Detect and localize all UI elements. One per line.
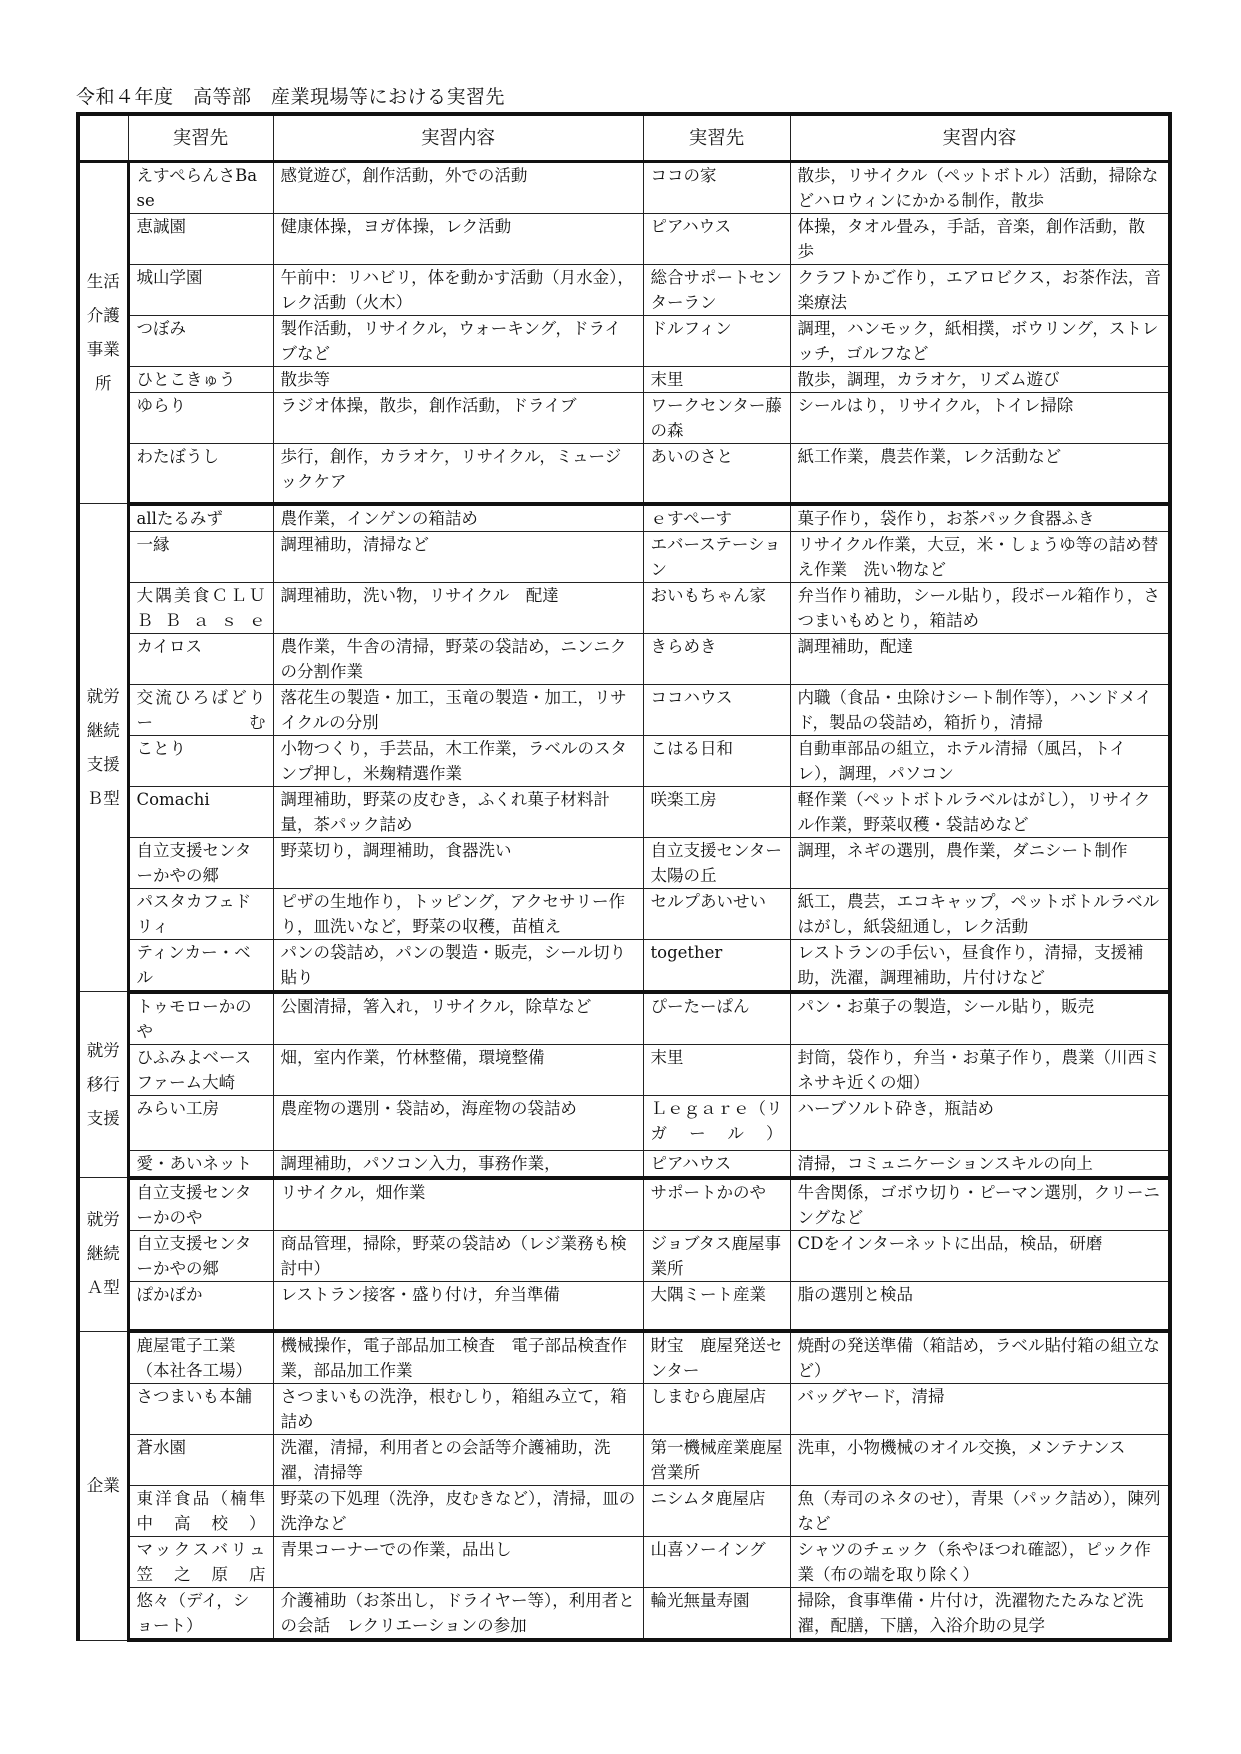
table-row xyxy=(78,367,1170,393)
content-cell: 介護補助（お茶出し，ドライヤー等），利用者との会話 レクリエーションの参加 xyxy=(273,1588,643,1641)
category-label: 就労継続支援Ｂ型 xyxy=(86,686,120,808)
content-cell: 自動車部品の組立，ホテル清掃（風呂，トイレ），調理，パソコン xyxy=(790,735,1170,786)
content-cell: 青果コーナーでの作業，品出し xyxy=(273,1537,643,1588)
table-row xyxy=(78,393,1170,444)
table-row xyxy=(78,531,1170,582)
place-cell: カイロス xyxy=(128,633,273,684)
content-cell: 洗車，小物機械のオイル交換，メンテナンス xyxy=(790,1435,1170,1486)
content-cell: 内職（食品・虫除けシート制作等），ハンドメイド，製品の袋詰め，箱折り，清掃 xyxy=(790,684,1170,735)
content-cell: シャツのチェック（糸やほつれ確認），ピック作業（布の端を取り除く） xyxy=(790,1537,1170,1588)
place-cell: 一縁 xyxy=(128,531,273,582)
place-cell: きらめき xyxy=(643,633,790,684)
place-cell: 総合サポートセンターラン xyxy=(643,265,790,316)
place-cell: 自立支援センター太陽の丘 xyxy=(643,837,790,888)
content-cell: 調理補助，野菜の皮むき，ふくれ菓子材料計量，茶パック詰め xyxy=(273,786,643,837)
category-label: 生活介護事業所 xyxy=(86,272,120,393)
content-cell: 機械操作，電子部品加工検査 電子部品検査作業，部品加工作業 xyxy=(273,1331,643,1384)
content-cell: 調理，ネギの選別，農作業，ダニシート制作 xyxy=(790,837,1170,888)
place-cell: 輪光無量寿園 xyxy=(643,1588,790,1641)
content-cell: 封筒，袋作り，弁当・お菓子作り，農業（川西ミネサキ近くの畑） xyxy=(790,1044,1170,1095)
content-cell: 調理補助，清掃など xyxy=(273,531,643,582)
placement-table xyxy=(76,112,1172,1642)
header-place-2: 実習先 xyxy=(643,114,790,162)
content-cell: 歩行，創作，カラオケ，リサイクル，ミュージックケア xyxy=(273,444,643,504)
content-cell: 落花生の製造・加工，玉竜の製造・加工，リサイクルの分別 xyxy=(273,684,643,735)
content-cell: 午前中：リハビリ，体を動かす活動（月水金），レク活動（火木） xyxy=(273,265,643,316)
content-cell: 散歩，調理，カラオケ，リズム遊び xyxy=(790,367,1170,393)
place-cell: ワークセンター藤の森 xyxy=(643,393,790,444)
content-cell: 農作業，牛舎の清掃，野菜の袋詰め，ニンニクの分割作業 xyxy=(273,633,643,684)
place-cell: おいもちゃん家 xyxy=(643,582,790,633)
place-cell: 大隅ミート産業 xyxy=(643,1281,790,1331)
place-cell: 恵誠園 xyxy=(128,214,273,265)
table-row xyxy=(78,1384,1170,1435)
place-cell: みらい工房 xyxy=(128,1095,273,1150)
table-row xyxy=(78,582,1170,633)
table-row xyxy=(78,265,1170,316)
table-row xyxy=(78,837,1170,888)
category-cell xyxy=(78,1178,128,1332)
place-cell: 自立支援センターかやの郷 xyxy=(128,837,273,888)
content-cell: ラジオ体操，散歩，創作活動，ドライブ xyxy=(273,393,643,444)
content-cell: 脂の選別と検品 xyxy=(790,1281,1170,1331)
content-cell: 焼酎の発送準備（箱詰め，ラベル貼付箱の組立など） xyxy=(790,1331,1170,1384)
table-row xyxy=(78,1044,1170,1095)
content-cell: 紙工，農芸，エコキャップ，ペットボトルラベルはがし，紙袋紐通し，レク活動 xyxy=(790,888,1170,939)
place-cell: allたるみず xyxy=(128,504,273,532)
content-cell: 野菜の下処理（洗浄，皮むきなど），清掃，皿の洗浄など xyxy=(273,1486,643,1537)
content-cell: 小物つくり，手芸品，木工作業，ラベルのスタンプ押し，米麹精選作業 xyxy=(273,735,643,786)
table-row xyxy=(78,1588,1170,1641)
content-cell: 農作業，インゲンの箱詰め xyxy=(273,504,643,532)
place-cell: ｅすぺーす xyxy=(643,504,790,532)
category-label: 企業 xyxy=(86,1475,120,1495)
place-cell: 悠々（デイ，ショート） xyxy=(128,1588,273,1641)
place-cell: ぴーたーぱん xyxy=(643,992,790,1045)
place-cell: 大隅美食ＣＬＵＢＢａｓｅ xyxy=(128,582,273,633)
table-row xyxy=(78,1486,1170,1537)
content-cell: レストラン接客・盛り付け，弁当準備 xyxy=(273,1281,643,1331)
table-row xyxy=(78,162,1170,214)
content-cell: パンの袋詰め，パンの製造・販売，シール切り貼り xyxy=(273,939,643,992)
header-content-1: 実習内容 xyxy=(273,114,643,162)
place-cell: さつまいも本舗 xyxy=(128,1384,273,1435)
content-cell: 軽作業（ペットボトルラベルはがし），リサイクル作業，野菜収穫・袋詰めなど xyxy=(790,786,1170,837)
header-row xyxy=(78,114,1170,162)
place-cell: ティンカー・ベル xyxy=(128,939,273,992)
header-content-2: 実習内容 xyxy=(790,114,1170,162)
content-cell: 魚（寿司のネタのせ），青果（パック詰め），陳列など xyxy=(790,1486,1170,1537)
place-cell: ひとこきゅう xyxy=(128,367,273,393)
content-cell: 菓子作り，袋作り，お茶パック食器ふき xyxy=(790,504,1170,532)
place-cell: ピアハウス xyxy=(643,214,790,265)
category-label: 就労移行支援 xyxy=(86,1040,120,1128)
place-cell: あいのさと xyxy=(643,444,790,504)
place-cell: ピアハウス xyxy=(643,1150,790,1178)
content-cell: 農産物の選別・袋詰め，海産物の袋詰め xyxy=(273,1095,643,1150)
content-cell: 感覚遊び，創作活動，外での活動 xyxy=(273,162,643,214)
table-row xyxy=(78,214,1170,265)
content-cell: レストランの手伝い，昼食作り，清掃，支援補助，洗濯，調理補助，片付けなど xyxy=(790,939,1170,992)
content-cell: 調理補助，パソコン入力，事務作業， xyxy=(273,1150,643,1178)
content-cell: 牛舎関係，ゴボウ切り・ピーマン選別，クリーニングなど xyxy=(790,1178,1170,1231)
header-place-1: 実習先 xyxy=(128,114,273,162)
content-cell: 散歩，リサイクル（ペットボトル）活動，掃除などハロウィンにかかる制作，散歩 xyxy=(790,162,1170,214)
page-title: 令和４年度 高等部 産業現場等における実習先 xyxy=(76,86,506,108)
table-row xyxy=(78,316,1170,367)
place-cell: サポートかのや xyxy=(643,1178,790,1231)
table-row xyxy=(78,1435,1170,1486)
place-cell: ジョブタス鹿屋事業所 xyxy=(643,1230,790,1281)
place-cell: ぽかぽか xyxy=(128,1281,273,1331)
content-cell: CDをインターネットに出品，検品，研磨 xyxy=(790,1230,1170,1281)
content-cell: パン・お菓子の製造，シール貼り，販売 xyxy=(790,992,1170,1045)
table-row xyxy=(78,633,1170,684)
content-cell: リサイクル，畑作業 xyxy=(273,1178,643,1231)
place-cell: わたぼうし xyxy=(128,444,273,504)
place-cell: ゆらり xyxy=(128,393,273,444)
content-cell: 健康体操，ヨガ体操，レク活動 xyxy=(273,214,643,265)
place-cell: 交流ひろばどりーむ xyxy=(128,684,273,735)
table-row xyxy=(78,992,1170,1045)
place-cell: 末里 xyxy=(643,1044,790,1095)
place-cell: ひふみよベースファーム大崎 xyxy=(128,1044,273,1095)
place-cell: マックスバリュ 笠之原店 xyxy=(128,1537,273,1588)
table-row xyxy=(78,444,1170,504)
place-cell: こはる日和 xyxy=(643,735,790,786)
place-cell: 愛・あいネット xyxy=(128,1150,273,1178)
content-cell: 散歩等 xyxy=(273,367,643,393)
content-cell: 野菜切り，調理補助，食器洗い xyxy=(273,837,643,888)
place-cell: トゥモローかのや xyxy=(128,992,273,1045)
table-row xyxy=(78,786,1170,837)
table-row xyxy=(78,1331,1170,1384)
content-cell: 調理，ハンモック，紙相撲，ボウリング，ストレッチ，ゴルフなど xyxy=(790,316,1170,367)
table-row xyxy=(78,1178,1170,1231)
content-cell: 製作活動，リサイクル，ウォーキング，ドライブなど xyxy=(273,316,643,367)
table-body xyxy=(78,162,1170,1641)
place-cell: 第一機械産業鹿屋営業所 xyxy=(643,1435,790,1486)
place-cell: 財宝 鹿屋発送センター xyxy=(643,1331,790,1384)
place-cell: 蒼水園 xyxy=(128,1435,273,1486)
place-cell: 自立支援センターかやの郷 xyxy=(128,1230,273,1281)
place-cell: つぼみ xyxy=(128,316,273,367)
content-cell: 調理補助，洗い物，リサイクル 配達 xyxy=(273,582,643,633)
table-row xyxy=(78,1095,1170,1150)
category-cell xyxy=(78,504,128,992)
place-cell: えすぺらんさBase xyxy=(128,162,273,214)
table-row xyxy=(78,888,1170,939)
table-row xyxy=(78,1281,1170,1331)
place-cell: Comachi xyxy=(128,786,273,837)
content-cell: 畑，室内作業，竹林整備，環境整備 xyxy=(273,1044,643,1095)
table-row xyxy=(78,684,1170,735)
place-cell: 城山学園 xyxy=(128,265,273,316)
content-cell: 公園清掃，箸入れ，リサイクル，除草など xyxy=(273,992,643,1045)
content-cell: ハーブソルト砕き，瓶詰め xyxy=(790,1095,1170,1150)
place-cell: しまむら鹿屋店 xyxy=(643,1384,790,1435)
place-cell: ことり xyxy=(128,735,273,786)
corner-cell xyxy=(78,114,128,162)
content-cell: 清掃，コミュニケーションスキルの向上 xyxy=(790,1150,1170,1178)
category-cell xyxy=(78,1331,128,1640)
content-cell: バッグヤード，清掃 xyxy=(790,1384,1170,1435)
content-cell: リサイクル作業，大豆，米・しょうゆ等の詰め替え作業 洗い物など xyxy=(790,531,1170,582)
place-cell: together xyxy=(643,939,790,992)
place-cell: 鹿屋電子工業（本社各工場） xyxy=(128,1331,273,1384)
table-row xyxy=(78,1537,1170,1588)
table-row xyxy=(78,735,1170,786)
content-cell: ピザの生地作り，トッピング，アクセサリー作り，皿洗いなど，野菜の収穫，苗植え xyxy=(273,888,643,939)
place-cell: ココの家 xyxy=(643,162,790,214)
table-row xyxy=(78,939,1170,992)
place-cell: 東洋食品（楠隼中高校） xyxy=(128,1486,273,1537)
place-cell: パスタカフェドリィ xyxy=(128,888,273,939)
content-cell: 掃除，食事準備・片付け，洗濯物たたみなど洗濯，配膳，下膳，入浴介助の見学 xyxy=(790,1588,1170,1641)
content-cell: クラフトかご作り，エアロビクス，お茶作法，音楽療法 xyxy=(790,265,1170,316)
table-row xyxy=(78,1230,1170,1281)
place-cell: 末里 xyxy=(643,367,790,393)
category-cell xyxy=(78,162,128,504)
content-cell: 洗濯，清掃，利用者との会話等介護補助，洗濯，清掃等 xyxy=(273,1435,643,1486)
content-cell: 調理補助，配達 xyxy=(790,633,1170,684)
content-cell: さつまいもの洗浄，根むしり，箱組み立て，箱詰め xyxy=(273,1384,643,1435)
place-cell: エバーステーション xyxy=(643,531,790,582)
place-cell: Ｌｅｇａｒｅ（リガール） xyxy=(643,1095,790,1150)
content-cell: 紙工作業，農芸作業，レク活動など xyxy=(790,444,1170,504)
place-cell: ニシムタ鹿屋店 xyxy=(643,1486,790,1537)
place-cell: 自立支援センターかのや xyxy=(128,1178,273,1231)
table-row xyxy=(78,1150,1170,1178)
table-row xyxy=(78,504,1170,532)
place-cell: ドルフィン xyxy=(643,316,790,367)
place-cell: 咲楽工房 xyxy=(643,786,790,837)
place-cell: セルプあいせい xyxy=(643,888,790,939)
content-cell: 商品管理，掃除，野菜の袋詰め（レジ業務も検討中） xyxy=(273,1230,643,1281)
place-cell: 山喜ソーイング xyxy=(643,1537,790,1588)
place-cell: ココハウス xyxy=(643,684,790,735)
content-cell: 弁当作り補助，シール貼り，段ボール箱作り，さつまいもめとり，箱詰め xyxy=(790,582,1170,633)
content-cell: シールはり，リサイクル，トイレ掃除 xyxy=(790,393,1170,444)
category-label: 就労継続Ａ型 xyxy=(86,1210,120,1298)
content-cell: 体操，タオル畳み，手話，音楽，創作活動，散歩 xyxy=(790,214,1170,265)
category-cell xyxy=(78,992,128,1178)
